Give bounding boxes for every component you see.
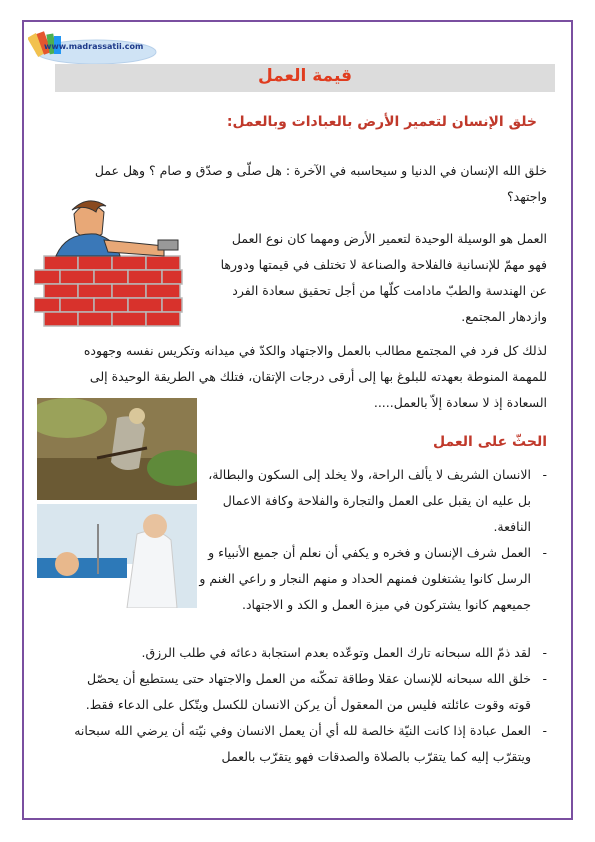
list-item: - خلق الله سبحانه للإنسان عقلا وطاقة تمكّنه من العمل والاجتهاد حتى يستطيع أن يحصّل قوته وقوت عائلته فليس من المعقول أن يركن الانسان للكسل ويتّكل على الدعاء فقط. [67,666,547,718]
title-bar [55,64,555,92]
page-title: قيمة العمل [257,66,353,86]
section1-paragraph-2: العمل هو الوسيلة الوحيدة لتعمير الأرض ومهما كان نوع العمل فهو مهمّ للإنسانية فالفلاحة والصناعة لا تختلف في قيمتها ودورها عن الهندسة والطبّ مادامت كلّها من أجل تحقيق سعادة الفرد وازدهار المجتمع. [220,231,547,324]
logo-url[interactable]: www.madrassatii.com [44,42,144,51]
bullet-list-narrow [197,462,547,618]
bricklayer-illustration [34,196,186,330]
farmer-photo [37,398,197,500]
section1-paragraph-1: خلق الله الإنسان في الدنيا و سيحاسبه في الآخرة : هل صلّى و صدّق و صام ؟ وهل عمل واجتهد؟ [94,163,547,204]
doctor-photo [37,504,197,608]
list-item: - العمل عبادة إذا كانت النيّة خالصة لله أي أن يعمل الانسان وفي نيّته أن يرضي الله سبحانه ويتقرّب إليه كما يتقرّب بالصلاة والصدقات فهو يتقرّب بالعمل [67,718,547,770]
bullet-list-full [67,640,547,770]
list-item: - الانسان الشريف لا يألف الراحة، ولا يخلد إلى السكون والبطالة، بل عليه ان يقبل على العمل والتجارة والفلاحة وكافة الاعمال النافعة. [197,462,547,540]
list-item: - العمل شرف الإنسان و فخره و يكفي أن نعلم أن جميع الأنبياء و الرسل كانوا يشتغلون فمنهم الحداد و منهم النجار و راعي الغنم و جميعهم كانوا يشتركون في ميزة العمل و الكد و الاجتهاد. [197,540,547,618]
list-item: - لقد ذمّ الله سبحانه تارك العمل وتوعّده بعدم استجابة دعائه في طلب الرزق. [67,640,547,666]
section1-heading: خلق الإنسان لتعمير الأرض بالعبادات وبالعمل: [226,114,537,130]
section2-heading: الحثّ على العمل [433,434,547,450]
section1-paragraph-3: لذلك كل فرد في المجتمع مطالب بالعمل والاجتهاد والكدّ في ميدانه وتكريس نفسه وجهوده للمهمة المنوطة بعهدته للبلوغ بها إلى أرقى درجات الإتقان، فتلك هي الطريقة الوحيدة إلى السعادة إذ لا سعادة إلاّ بالعمل..... [83,343,547,410]
